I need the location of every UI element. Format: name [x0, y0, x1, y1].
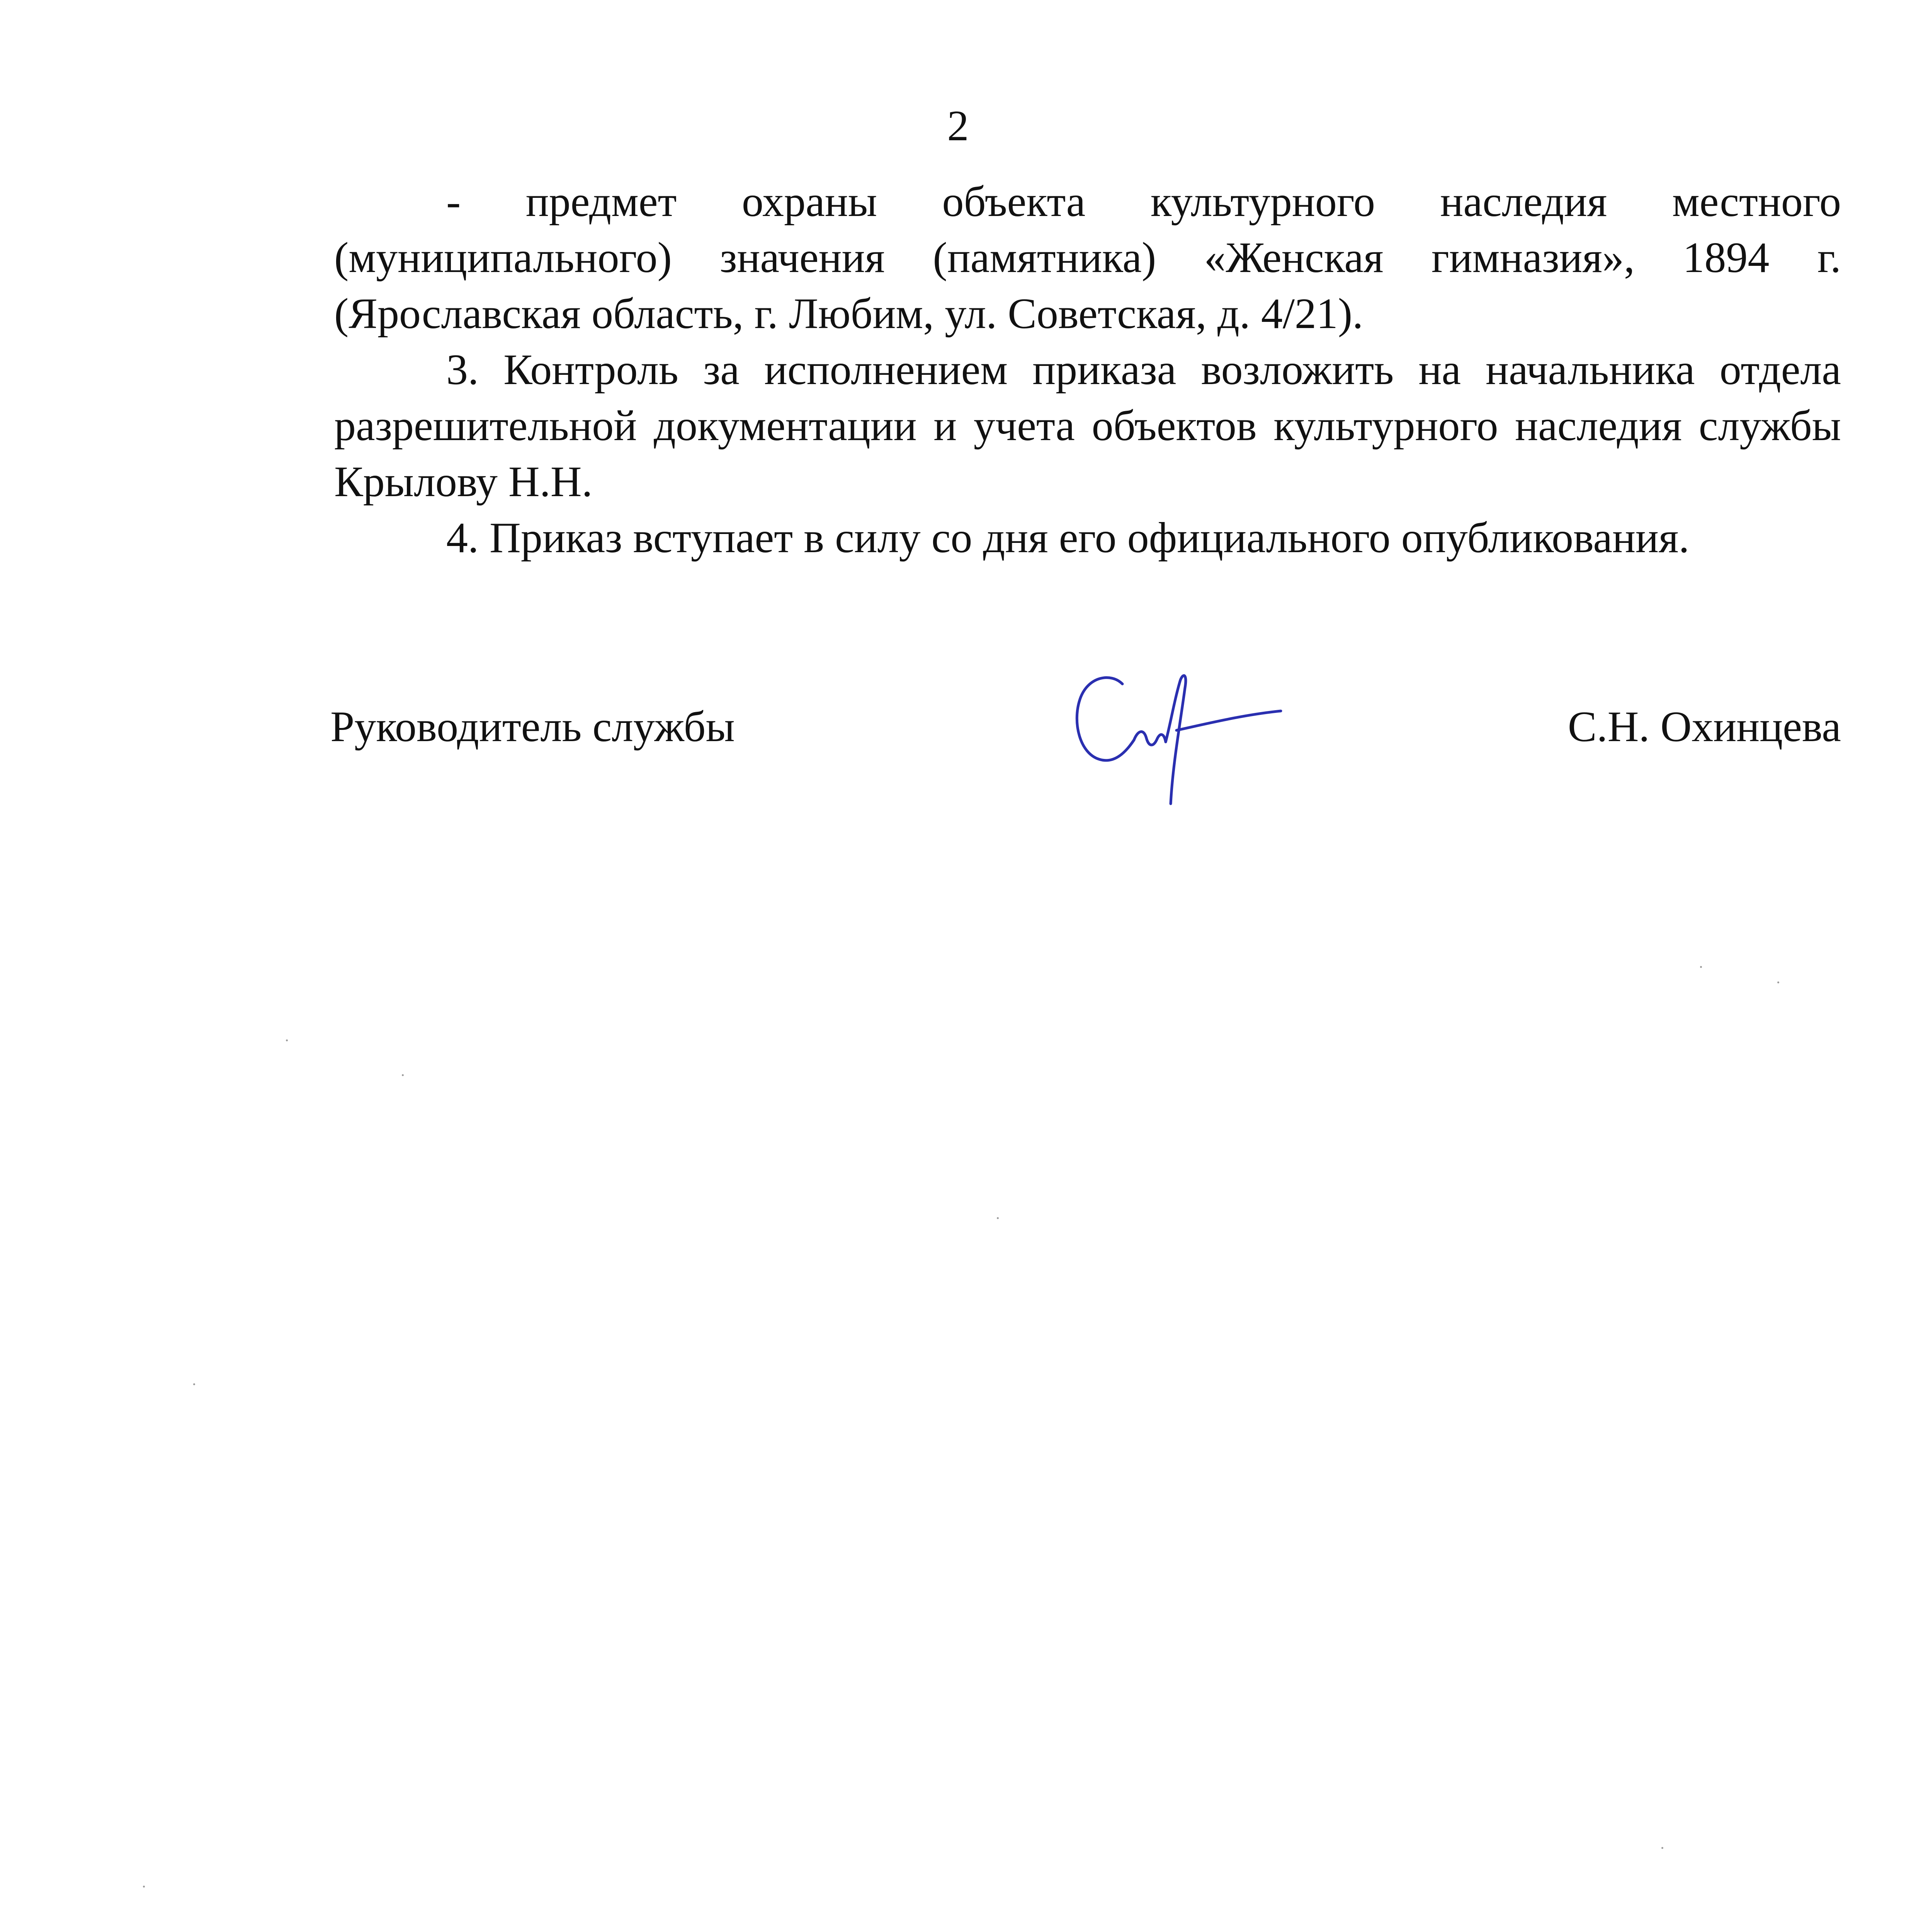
scan-speck	[997, 1217, 999, 1219]
signatory-name: С.Н. Охинцева	[1567, 703, 1841, 751]
scan-speck	[193, 1383, 195, 1385]
paragraph-protection-subject: - предмет охраны объекта культурного наследия местного (муниципального) значения (памятника) «Женская гимназия», 1894 г. (Ярославская область, г. Любим, ул. Советская, д. 4/21).	[334, 178, 1841, 338]
paragraph-control: 3. Контроль за исполнением приказа возложить на начальника отдела разрешительной документации и учета объектов культурного наследия службы Крылову Н.Н.	[334, 346, 1841, 506]
paragraph-effective: 4. Приказ вступает в силу со дня его официального опубликования.	[446, 514, 1690, 562]
handwritten-signature	[1064, 657, 1304, 842]
page-number: 2	[947, 102, 969, 150]
scan-speck	[1700, 966, 1702, 968]
scan-speck	[1777, 981, 1779, 983]
scan-speck	[143, 1886, 145, 1888]
scan-speck	[286, 1039, 288, 1041]
signatory-position: Руководитель службы	[330, 703, 735, 751]
document-body	[334, 174, 1841, 566]
scan-speck	[402, 1074, 404, 1076]
scan-speck	[1661, 1847, 1663, 1849]
signature-block	[330, 688, 1841, 850]
